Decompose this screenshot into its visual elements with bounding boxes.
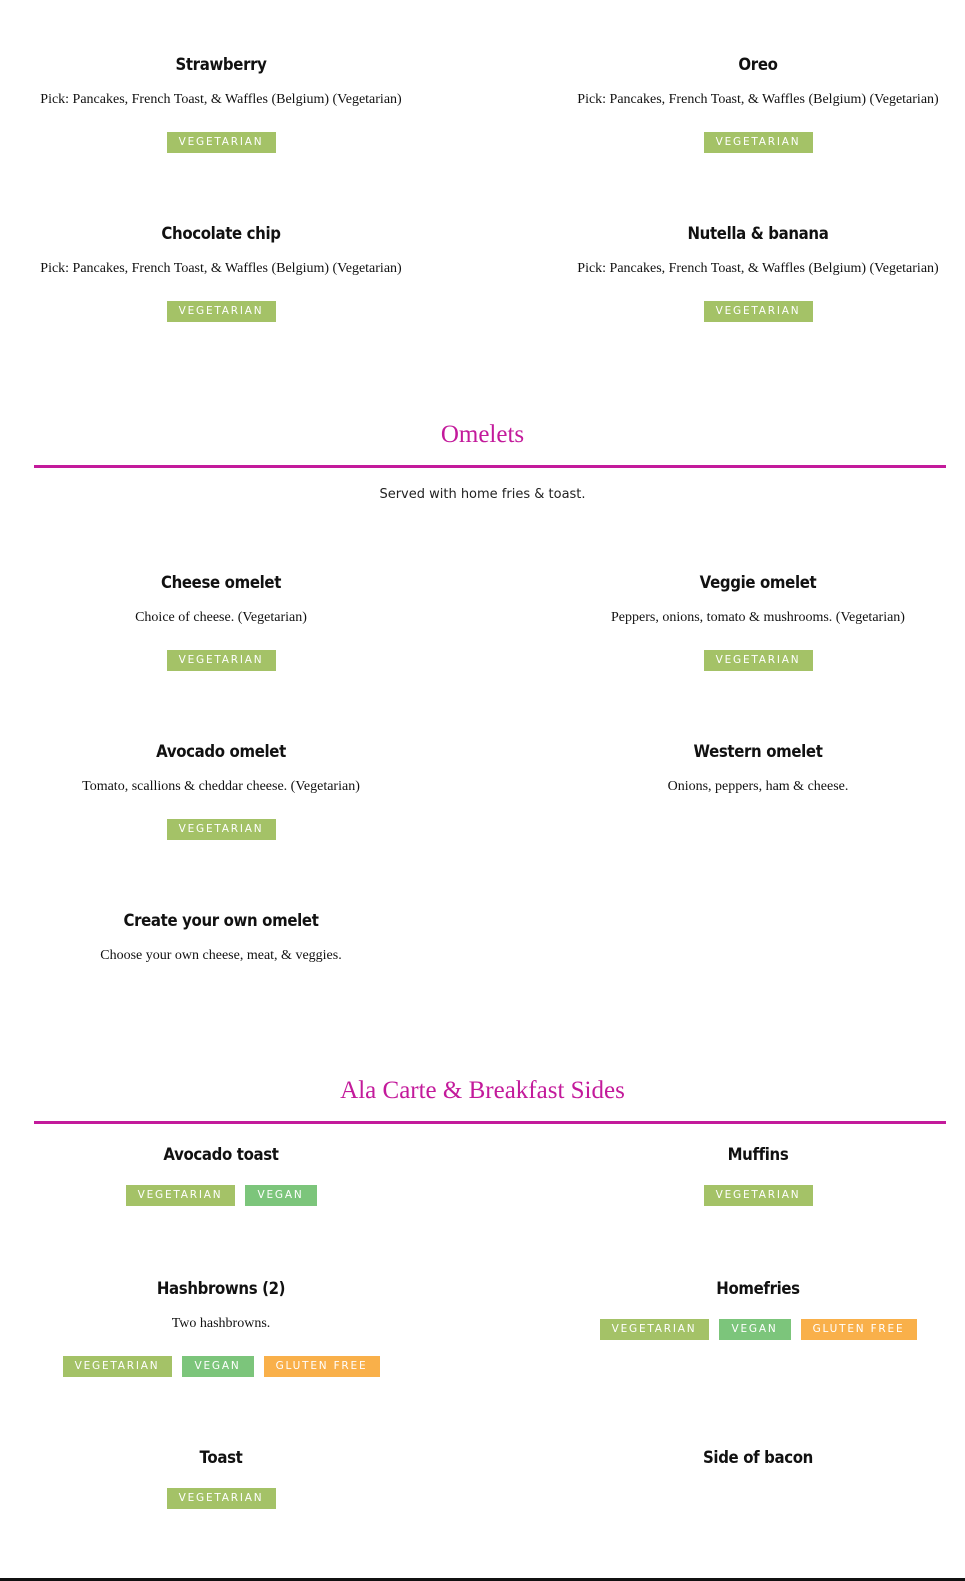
vegetarian-tag: VEGETARIAN — [704, 1185, 813, 1206]
menu-item-nutella-banana — [537, 223, 965, 322]
item-description: Two hashbrowns. — [171, 1316, 271, 1331]
gluten-free-tag: GLUTEN FREE — [801, 1319, 917, 1340]
vegetarian-tag: VEGETARIAN — [63, 1356, 172, 1377]
top-divider — [0, 0, 965, 1]
item-name: Avocado toast — [163, 1145, 279, 1165]
item-name: Nutella & banana — [687, 224, 829, 244]
dietary-tags — [537, 1185, 965, 1206]
item-name: Toast — [199, 1448, 243, 1468]
menu-item-muffins — [537, 1144, 965, 1206]
dietary-tags — [537, 650, 965, 671]
vegetarian-tag: VEGETARIAN — [167, 132, 276, 153]
gluten-free-tag: GLUTEN FREE — [264, 1356, 380, 1377]
vegan-tag: VEGAN — [245, 1185, 317, 1206]
item-name: Side of bacon — [703, 1448, 813, 1468]
item-name: Veggie omelet — [699, 573, 817, 593]
item-name: Chocolate chip — [161, 224, 281, 244]
dietary-tags — [0, 819, 442, 840]
menu-item-create-your-own-omelet — [0, 910, 442, 965]
vegetarian-tag: VEGETARIAN — [167, 650, 276, 671]
item-name: Create your own omelet — [123, 911, 319, 931]
vegan-tag: VEGAN — [719, 1319, 791, 1340]
vegetarian-tag: VEGETARIAN — [704, 132, 813, 153]
dietary-tags — [0, 1356, 442, 1377]
item-description: Pick: Pancakes, French Toast, & Waffles (Belgium) (Vegetarian) — [577, 92, 939, 107]
menu-item-veggie-omelet — [537, 572, 965, 671]
item-name: Western omelet — [693, 742, 823, 762]
menu-item-chocolate-chip — [0, 223, 442, 322]
menu-item-avocado-toast — [0, 1144, 442, 1206]
vegetarian-tag: VEGETARIAN — [167, 1488, 276, 1509]
dietary-tags — [0, 650, 442, 671]
dietary-tags — [537, 132, 965, 153]
dietary-tags — [0, 1185, 442, 1206]
menu-item-hashbrowns — [0, 1278, 442, 1377]
vegetarian-tag: VEGETARIAN — [126, 1185, 235, 1206]
dietary-tags — [0, 1488, 442, 1509]
dietary-tags — [0, 301, 442, 322]
item-name: Avocado omelet — [156, 742, 286, 762]
item-name: Strawberry — [175, 55, 267, 75]
item-description: Pick: Pancakes, French Toast, & Waffles (Belgium) (Vegetarian) — [577, 261, 939, 276]
vegetarian-tag: VEGETARIAN — [167, 819, 276, 840]
vegan-tag: VEGAN — [182, 1356, 254, 1377]
item-description: Peppers, onions, tomato & mushrooms. (Vegetarian) — [611, 610, 905, 625]
vegetarian-tag: VEGETARIAN — [704, 650, 813, 671]
item-description: Choice of cheese. (Vegetarian) — [135, 610, 307, 625]
dietary-tags — [537, 1319, 965, 1340]
item-name: Muffins — [727, 1145, 789, 1165]
section-divider — [34, 465, 946, 468]
menu-item-strawberry — [0, 54, 442, 153]
menu-item-western-omelet — [537, 741, 965, 796]
menu-item-cheese-omelet — [0, 572, 442, 671]
section-title-ala-carte: Ala Carte & Breakfast Sides — [340, 1077, 625, 1104]
section-divider — [34, 1121, 946, 1124]
item-name: Oreo — [738, 55, 778, 75]
menu-item-oreo — [537, 54, 965, 153]
section-title-omelets: Omelets — [440, 421, 525, 448]
vegetarian-tag: VEGETARIAN — [704, 301, 813, 322]
menu-item-homefries — [537, 1278, 965, 1340]
item-description: Pick: Pancakes, French Toast, & Waffles (Belgium) (Vegetarian) — [40, 92, 402, 107]
menu-item-toast — [0, 1447, 442, 1509]
dietary-tags — [537, 301, 965, 322]
dietary-tags — [0, 132, 442, 153]
item-description: Onions, peppers, ham & cheese. — [667, 779, 849, 794]
item-name: Cheese omelet — [160, 573, 282, 593]
item-name: Homefries — [716, 1279, 800, 1299]
menu-item-side-of-bacon — [537, 1447, 965, 1469]
menu-item-avocado-omelet — [0, 741, 442, 840]
item-name: Hashbrowns (2) — [156, 1279, 286, 1299]
section-subtitle: Served with home fries & toast. — [379, 487, 586, 502]
vegetarian-tag: VEGETARIAN — [167, 301, 276, 322]
item-description: Tomato, scallions & cheddar cheese. (Vegetarian) — [82, 779, 360, 794]
vegetarian-tag: VEGETARIAN — [600, 1319, 709, 1340]
item-description: Choose your own cheese, meat, & veggies. — [100, 948, 342, 963]
item-description: Pick: Pancakes, French Toast, & Waffles (Belgium) (Vegetarian) — [40, 261, 402, 276]
